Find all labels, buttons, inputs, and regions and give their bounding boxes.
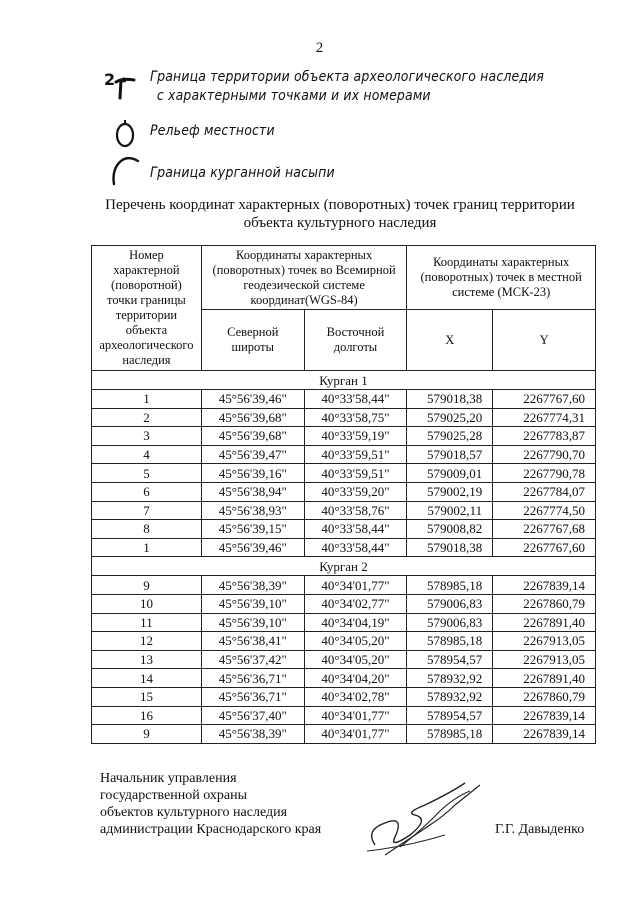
x-coordinate-cell: 579018,38 [407,390,493,409]
legend-label-cont: с характерными точками и их номерами [156,88,431,104]
longitude-cell: 40°33'58,76" [304,501,407,520]
point-number-cell: 15 [92,687,202,706]
table-row [92,613,596,632]
handwritten-signature [355,775,495,865]
longitude-cell: 40°34'05,20" [304,650,407,669]
longitude-cell: 40°33'59,19" [304,427,407,446]
legend-item-mound [100,154,365,198]
point-number-cell: 10 [92,594,202,613]
table-row [92,445,596,464]
y-coordinate-cell: 2267767,60 [493,390,596,409]
longitude-cell: 40°33'59,20" [304,482,407,501]
boundary-point-marker: 2 [104,70,116,89]
latitude-cell: 45°56'39,47" [201,445,304,464]
signature-line: объектов культурного наследия [100,805,288,820]
point-number-cell: 12 [92,632,202,651]
latitude-cell: 45°56'39,15" [201,520,304,539]
table-row [92,650,596,669]
table-row [92,501,596,520]
table-row [92,687,596,706]
point-number-cell: 2 [92,408,202,427]
y-coordinate-cell: 2267860,79 [493,594,596,613]
longitude-cell: 40°33'58,44" [304,538,407,557]
table-row [92,427,596,446]
legend-label: Граница курганной насыпи [150,165,335,181]
point-number-cell: 11 [92,613,202,632]
group-label: Курган 2 [92,557,596,576]
point-number-cell: 13 [92,650,202,669]
table-row [92,390,596,409]
x-coordinate-cell: 579002,11 [407,501,493,520]
y-coordinate-cell: 2267774,31 [493,408,596,427]
y-coordinate-cell: 2267860,79 [493,687,596,706]
table-row [92,538,596,557]
point-number-cell: 1 [92,538,202,557]
y-coordinate-cell: 2267790,78 [493,464,596,483]
latitude-cell: 45°56'37,42" [201,650,304,669]
coordinates-table [91,245,596,744]
y-coordinate-cell: 2267839,14 [493,706,596,725]
x-coordinate-cell: 579018,57 [407,445,493,464]
group-row [92,371,596,390]
point-number-cell: 5 [92,464,202,483]
point-number-cell: 9 [92,576,202,595]
longitude-cell: 40°33'59,51" [304,445,407,464]
latitude-cell: 45°56'38,39" [201,725,304,744]
boundary-point-icon [100,68,150,112]
latitude-cell: 45°56'38,41" [201,632,304,651]
x-coordinate-cell: 579025,20 [407,408,493,427]
title-line: объекта культурного наследия [243,215,437,231]
point-number-cell: 9 [92,725,202,744]
table-row [92,594,596,613]
latitude-cell: 45°56'39,46" [201,390,304,409]
latitude-cell: 45°56'36,71" [201,687,304,706]
longitude-cell: 40°34'02,77" [304,594,407,613]
latitude-cell: 45°56'38,39" [201,576,304,595]
table-row [92,706,596,725]
x-coordinate-cell: 579018,38 [407,538,493,557]
table-row [92,725,596,744]
signature-line: Начальник управления [100,771,237,786]
latitude-cell: 45°56'37,40" [201,706,304,725]
latitude-cell: 45°56'36,71" [201,669,304,688]
longitude-cell: 40°34'05,20" [304,632,407,651]
group-row [92,557,596,576]
table-row [92,482,596,501]
latitude-cell: 45°56'38,94" [201,482,304,501]
point-number-cell: 6 [92,482,202,501]
signature-line: администрации Краснодарского края [100,822,322,837]
table-row [92,408,596,427]
page-number: 2 [315,40,324,56]
signature-block [100,770,321,838]
y-coordinate-cell: 2267913,05 [493,632,596,651]
title-line: Перечень координат характерных (поворотных) точек границ территории [105,197,575,213]
col-header-east: Восточной долготы [304,310,407,371]
point-number-cell: 8 [92,520,202,539]
x-coordinate-cell: 578932,92 [407,687,493,706]
x-coordinate-cell: 579006,83 [407,594,493,613]
legend-label: Граница территории объекта археологического наследия [150,69,545,85]
table-row [92,520,596,539]
x-coordinate-cell: 579002,19 [407,482,493,501]
table-row [92,669,596,688]
longitude-cell: 40°33'58,44" [304,390,407,409]
legend-label: Рельеф местности [150,123,275,139]
col-header-msk: Координаты характерных (поворотных) точек в местной системе (МСК-23) [407,246,596,310]
x-coordinate-cell: 579006,83 [407,613,493,632]
x-coordinate-cell: 578985,18 [407,725,493,744]
col-header-point: Номер характерной (поворотной) точки границы территории объекта археологического наследия [92,246,202,371]
longitude-cell: 40°34'04,20" [304,669,407,688]
x-coordinate-cell: 579025,28 [407,427,493,446]
point-number-cell: 7 [92,501,202,520]
col-header-north: Северной широты [201,310,304,371]
signatory-name: Г.Г. Давыденко [495,822,585,837]
longitude-cell: 40°34'01,77" [304,725,407,744]
y-coordinate-cell: 2267783,87 [493,427,596,446]
latitude-cell: 45°56'39,46" [201,538,304,557]
col-header-wgs: Координаты характерных (поворотных) точек во Всемирной геодезической системе координат(WGS-84) [201,246,406,310]
table-row [92,632,596,651]
y-coordinate-cell: 2267767,68 [493,520,596,539]
latitude-cell: 45°56'39,16" [201,464,304,483]
document-title [60,196,620,232]
point-number-cell: 1 [92,390,202,409]
longitude-cell: 40°34'01,77" [304,576,407,595]
longitude-cell: 40°33'58,44" [304,520,407,539]
latitude-cell: 45°56'39,10" [201,594,304,613]
legend-item-boundary [100,68,608,112]
x-coordinate-cell: 578954,57 [407,706,493,725]
table-row [92,576,596,595]
latitude-cell: 45°56'39,68" [201,408,304,427]
point-number-cell: 14 [92,669,202,688]
x-coordinate-cell: 578985,18 [407,632,493,651]
latitude-cell: 45°56'38,93" [201,501,304,520]
longitude-cell: 40°33'59,51" [304,464,407,483]
x-coordinate-cell: 578954,57 [407,650,493,669]
y-coordinate-cell: 2267774,50 [493,501,596,520]
point-number-cell: 4 [92,445,202,464]
y-coordinate-cell: 2267767,60 [493,538,596,557]
x-coordinate-cell: 579008,82 [407,520,493,539]
latitude-cell: 45°56'39,10" [201,613,304,632]
x-coordinate-cell: 578932,92 [407,669,493,688]
point-number-cell: 3 [92,427,202,446]
y-coordinate-cell: 2267891,40 [493,613,596,632]
x-coordinate-cell: 578985,18 [407,576,493,595]
table-row [92,464,596,483]
mound-boundary-icon [100,154,150,198]
y-coordinate-cell: 2267891,40 [493,669,596,688]
y-coordinate-cell: 2267913,05 [493,650,596,669]
longitude-cell: 40°34'02,78" [304,687,407,706]
longitude-cell: 40°34'01,77" [304,706,407,725]
signature-line: государственной охраны [100,788,248,803]
col-header-x: X [407,310,493,371]
group-label: Курган 1 [92,371,596,390]
y-coordinate-cell: 2267784,07 [493,482,596,501]
y-coordinate-cell: 2267839,14 [493,725,596,744]
longitude-cell: 40°33'58,75" [304,408,407,427]
latitude-cell: 45°56'39,68" [201,427,304,446]
y-coordinate-cell: 2267839,14 [493,576,596,595]
col-header-y: Y [493,310,596,371]
y-coordinate-cell: 2267790,70 [493,445,596,464]
x-coordinate-cell: 579009,01 [407,464,493,483]
point-number-cell: 16 [92,706,202,725]
longitude-cell: 40°34'04,19" [304,613,407,632]
